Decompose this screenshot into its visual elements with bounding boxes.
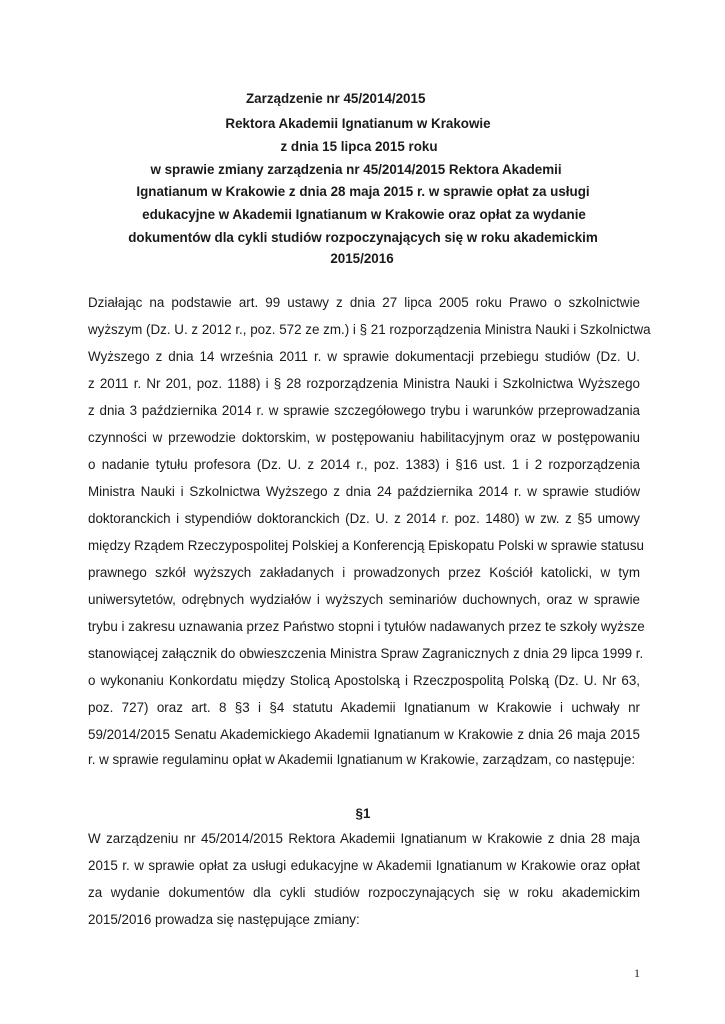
preamble-line: stanowiącej załącznik do obwieszczenia Ministra Spraw Zagranicznych z dnia 29 lipca 1999 r. bbox=[88, 646, 644, 661]
preamble-line: 59/2014/2015 Senatu Akademickiego Akademii Ignatianum w Krakowie z dnia 26 maja 2015 bbox=[88, 727, 640, 742]
preamble-line: między Rządem Rzeczypospolitej Polskiej a Konferencją Episkopatu Polski w sprawie statusu bbox=[88, 538, 644, 553]
preamble-line: Ministra Nauki i Szkolnictwa Wyższego z dnia 24 października 2014 r. w sprawie studiów bbox=[88, 484, 640, 499]
preamble-line: Wyższego z dnia 14 września 2011 r. w sprawie dokumentacji przebiegu studiów (Dz. U. bbox=[88, 349, 640, 364]
preamble-line: prawnego szkół wyższych zakładanych i prowadzonych przez Kościół katolicki, w tym bbox=[88, 565, 640, 580]
preamble-line: trybu i zakresu uznawania przez Państwo stopni i tytułów nadawanych przez te szkoły wyższe bbox=[88, 619, 645, 634]
title-line-1: Zarządzenie nr 45/2014/2015 bbox=[246, 91, 426, 106]
page-number: 1 bbox=[634, 966, 640, 980]
preamble-line: wyższym (Dz. U. z 2012 r., poz. 572 ze zm.) i § 21 rozporządzenia Ministra Nauki i Szkolnictwa bbox=[88, 322, 651, 337]
preamble-line: Działając na podstawie art. 99 ustawy z dnia 27 lipca 2005 roku Prawo o szkolnictwie bbox=[88, 295, 640, 310]
preamble-line: z 2011 r. Nr 201, poz. 1188) i § 28 rozporządzenia Ministra Nauki i Szkolnictwa Wyższego bbox=[88, 376, 640, 391]
preamble-line: o wykonaniu Konkordatu między Stolicą Apostolską i Rzeczpospolitą Polską (Dz. U. Nr 63, bbox=[88, 673, 640, 688]
preamble-line: doktoranckich i stypendiów doktoranckich (Dz. U. z 2014 r. poz. 1480) w zw. z §5 umowy bbox=[88, 511, 640, 526]
section-line: za wydanie dokumentów dla cykli studiów rozpoczynających się w roku akademickim bbox=[88, 885, 640, 900]
section-line-last: 2015/2016 prowadza się następujące zmiany: bbox=[88, 912, 360, 927]
section-line: W zarządzeniu nr 45/2014/2015 Rektora Akademii Ignatianum w Krakowie z dnia 28 maja bbox=[88, 831, 640, 846]
preamble-line-last: r. w sprawie regulaminu opłat w Akademii Ignatianum w Krakowie, zarządzam, co następuje: bbox=[88, 752, 636, 767]
section-line: 2015 r. w sprawie opłat za usługi edukacyjne w Akademii Ignatianum w Krakowie oraz opłat bbox=[88, 858, 640, 873]
document-page: Zarządzenie nr 45/2014/2015 Rektora Akademii Ignatianum w Krakowie z dnia 15 lipca 2015 roku w sprawie zmiany zarządzenia nr 45/2014/2015 Rektora Akademii Ignatianum w Krakowie z dnia 28 maja 2015 r. w sprawie opłat za usługi edukacyjne w Akademii Ignatianum w Krakowie oraz opłat za wydanie dokumentów dla cykli studiów rozpoczynających się w roku akademickim 2015/2016 Działając na podstawie art. 99 ustawy z dnia 27 lipca 2005 roku Prawo o szkolnictwie wyższym (Dz. U. z 2012 r., poz. 572 ze zm.) i § 21 rozporządzenia Ministra Nauki i Szkolnictwa Wyższego z dnia 14 września 2011 r. w sprawie dokumentacji przebiegu studiów (Dz. U. z 2011 r. Nr 201, poz. 1188) i § 28 rozporządzenia Ministra Nauki i Szkolnictwa Wyższego z dnia 3 października 2014 r. w sprawie szczegółowego trybu i warunków przeprowadzania czynności w przewodzie doktorskim, w postępowaniu habilitacyjnym oraz w postępowaniu o nadanie tytułu profesora (Dz. U. z 2014 r., poz. 1383) i §16 ust. 1 i 2 rozporządzenia Ministra Nauki i Szkolnictwa Wyższego z dnia 24 października 2014 r. w sprawie studiów doktoranckich i stypendiów doktoranckich (Dz. U. z 2014 r. poz. 1480) w zw. z §5 umowy między Rządem Rzeczypospolitej Polskiej a Konferencją Episkopatu Polski w sprawie statusu prawnego szkół wyższych zakładanych i prowadzonych przez Kościół katolicki, w tym uniwersytetów, odrębnych wydziałów i wyższych seminariów duchownych, oraz w sprawie trybu i zakresu uznawania przez Państwo stopni i tytułów nadawanych przez te szkoły wyższe stanowiącej załącznik do obwieszczenia Ministra Spraw Zagranicznych z dnia 29 lipca 1999 r. o wykonaniu Konkordatu między Stolicą Apostolską i Rzeczpospolitą Polską (Dz. U. Nr 63, poz. 727) oraz art. 8 §3 i §4 statutu Akademii Ignatianum w Krakowie i uchwały nr 59/2014/2015 Senatu Akademickiego Akademii Ignatianum w Krakowie z dnia 26 maja 2015 r. w sprawie regulaminu opłat w Akademii Ignatianum w Krakowie, zarządzam, co następuje: §1 W zarządzeniu nr 45/2014/2015 Rektora Akademii Ignatianum w Krakowie z dnia 28 maja 2015 r. w sprawie opłat za usługi edukacyjne w Akademii Ignatianum w Krakowie oraz opłat za wydanie dokumentów dla cykli studiów rozpoczynających się w roku akademickim 2015/2016 prowadza się następujące zmiany: 1 bbox=[0, 0, 725, 1024]
preamble-line: z dnia 3 października 2014 r. w sprawie szczegółowego trybu i warunków przeprowadzania bbox=[88, 403, 640, 418]
preamble-line: czynności w przewodzie doktorskim, w postępowaniu habilitacyjnym oraz w postępowaniu bbox=[88, 430, 640, 445]
preamble-line: o nadanie tytułu profesora (Dz. U. z 2014 r., poz. 1383) i §16 ust. 1 i 2 rozporządzenia bbox=[88, 457, 640, 472]
preamble-line: uniwersytetów, odrębnych wydziałów i wyższych seminariów duchownych, oraz w sprawie bbox=[88, 592, 640, 607]
preamble-line: poz. 727) oraz art. 8 §3 i §4 statutu Akademii Ignatianum w Krakowie i uchwały nr bbox=[88, 700, 640, 715]
